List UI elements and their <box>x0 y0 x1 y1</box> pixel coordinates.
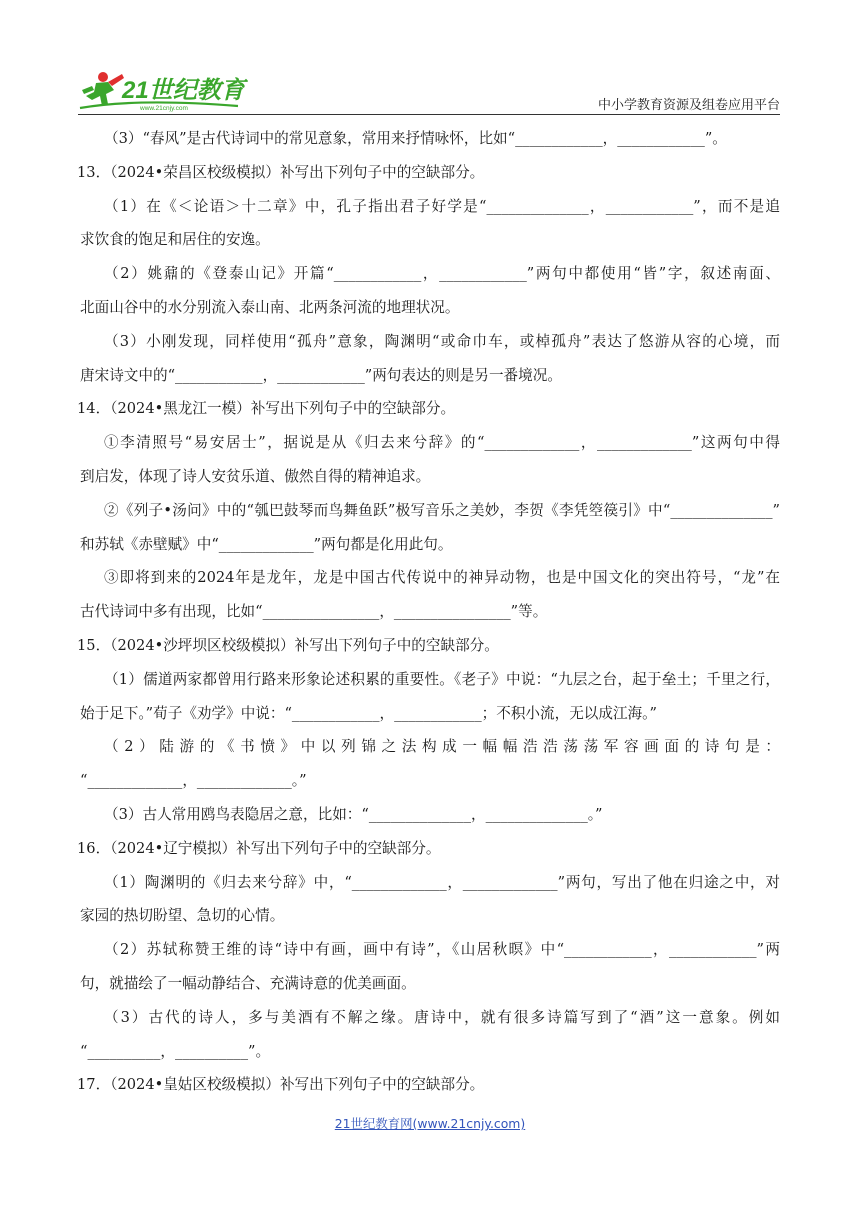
text-line: “_____________，_____________。” <box>80 772 307 790</box>
text-line: （3）古人常用鸥鸟表隐居之意，比如：“______________，______________。” <box>104 805 603 823</box>
page-header <box>78 60 780 118</box>
header-rule <box>78 114 780 115</box>
question-heading: 13．（2024•荣昌区校级模拟）补写出下列句子中的空缺部分。 <box>77 163 485 181</box>
text-line: ②《列子•汤问》中的“瓠巴鼓琴而鸟舞鱼跃”极写音乐之美妙，李贺《李凭箜篌引》中“______________” <box>104 501 780 519</box>
text-line: （1）在《＜论语＞十二章》中，孔子指出君子好学是“______________，____________”，而不是追 <box>104 197 780 215</box>
footer-link[interactable]: 21世纪教育网(www.21cnjy.com) <box>334 1116 526 1131</box>
logo-url: www.21cnjy.com <box>140 105 188 112</box>
text-line: 到启发，体现了诗人安贫乐道、傲然自得的精神追求。 <box>80 467 431 485</box>
question-heading: 15．（2024•沙坪坝区校级模拟）补写出下列句子中的空缺部分。 <box>77 636 499 654</box>
text-line: （3）小刚发现，同样使用“孤舟”意象，陶渊明“或命巾车，或棹孤舟”表达了悠游从容的心境，而 <box>104 332 780 350</box>
question-heading: 16．（2024•辽宁模拟）补写出下列句子中的空缺部分。 <box>77 839 441 857</box>
text-line: 唐宋诗文中的“____________，____________”两句表达的则是另一番境况。 <box>80 366 562 384</box>
platform-label: 中小学教育资源及组卷应用平台 <box>597 98 780 113</box>
document-body <box>77 122 780 1102</box>
text-line: （2）姚鼐的《登泰山记》开篇“____________，____________”两句中都使用“皆”字，叙述南面、 <box>104 265 780 283</box>
question-heading: 14．（2024•黑龙江一模）补写出下列句子中的空缺部分。 <box>77 400 456 418</box>
text-line: ③即将到来的2024年是龙年，龙是中国古代传说中的神异动物，也是中国文化的突出符号，“龙”在 <box>104 569 780 587</box>
text-line: 家园的热切盼望、急切的心情。 <box>80 907 285 925</box>
logo-text: 21世纪教育 <box>122 77 245 104</box>
text-line: 求饮食的饱足和居住的安逸。 <box>80 231 270 249</box>
text-line: （1）儒道两家都曾用行路来形象论述积累的重要性。《老子》中说：“九层之台，起于垒土；千里之行， <box>104 670 780 688</box>
text-line: “__________，__________”。 <box>80 1042 271 1060</box>
text-line: 北面山谷中的水分别流入泰山南、北两条河流的地理状况。 <box>80 298 460 316</box>
text-line: ①李清照号“易安居士”，据说是从《归去来兮辞》的“_____________，_____________”这两句中得 <box>104 434 780 452</box>
text-line: 古代诗词中多有出现，比如“________________，________________”等。 <box>80 603 548 621</box>
text-line: （3）古代的诗人，多与美酒有不解之缘。唐诗中，就有很多诗篇写到了“酒”这一意象。例如 <box>104 1008 780 1026</box>
text-line: （3）“春风”是古代诗词中的常见意象，常用来抒情咏怀，比如“____________，____________”。 <box>104 130 727 147</box>
text-line: （1）陶渊明的《归去来兮辞》中，“_____________，_____________”两句，写出了他在归途之中，对 <box>104 873 780 891</box>
text-line: （2）苏轼称赞王维的诗“诗中有画，画中有诗”，《山居秋暝》中“____________，____________”两 <box>104 941 780 959</box>
text-line: 句，就描绘了一幅动静结合、充满诗意的优美画面。 <box>80 974 416 992</box>
text-line: （2）陆游的《书愤》中以列锦之法构成一幅幅浩浩荡荡军容画面的诗句是： <box>104 738 780 756</box>
text-line: 和苏轼《赤壁赋》中“_____________”两句都是化用此句。 <box>80 535 453 553</box>
question-heading: 17．（2024•皇姑区校级模拟）补写出下列句子中的空缺部分。 <box>77 1076 485 1094</box>
text-line: 始于足下。”荀子《劝学》中说：“____________，____________；不积小流，无以成江海。” <box>80 704 657 722</box>
logo-runner-icon <box>78 68 258 113</box>
